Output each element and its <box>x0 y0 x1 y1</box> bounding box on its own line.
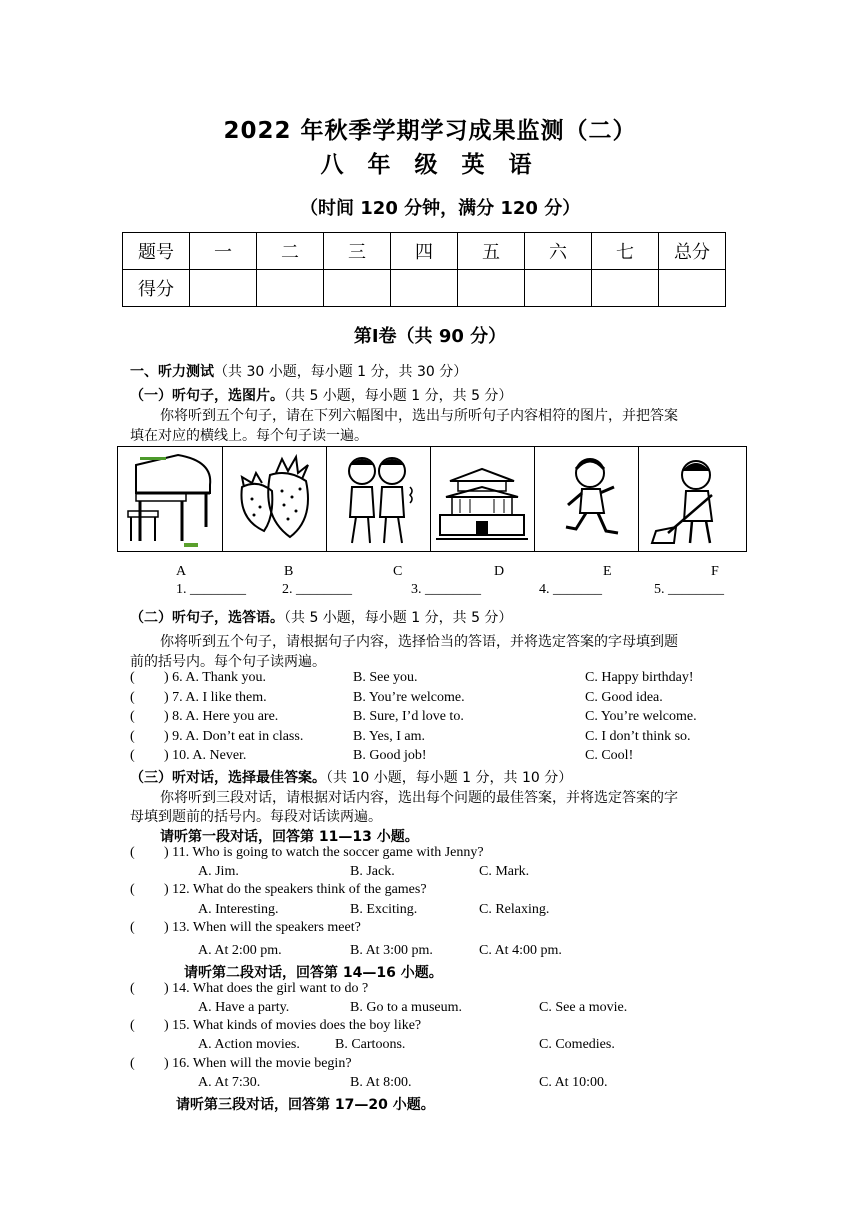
children-icon <box>326 447 431 551</box>
option-c: C. See a movie. <box>539 1000 628 1015</box>
option-c: C. At 4:00 pm. <box>479 943 562 958</box>
option-a: A. At 7:30. <box>198 1075 261 1090</box>
question-7: ) 7. A. I like them. <box>164 690 267 705</box>
score-blank-cell[interactable] <box>525 270 592 307</box>
dialog1-note: 请听第一段对话，回答第 11—13 小题。 <box>160 829 419 845</box>
score-cell: 题号 <box>123 233 190 270</box>
question-12: ) 12. What do the speakers think of the games? <box>164 882 427 897</box>
section1-heading: 一、听力测试（共 30 小题，每小题 1 分，共 30 分） <box>130 364 468 380</box>
score-table <box>122 232 726 307</box>
option-c: C. At 10:00. <box>539 1075 608 1090</box>
answer-paren[interactable]: ( <box>130 748 135 763</box>
question-6: ) 6. A. Thank you. <box>164 670 267 685</box>
option-a: A. Action movies. <box>198 1037 300 1052</box>
sub2-instruction: 你将听到五个句子，请根据句子内容，选择恰当的答语，并将选定答案的字母填到题 <box>160 634 678 650</box>
sub3-instruction-cont: 母填到题前的括号内。每段对话读两遍。 <box>130 809 382 825</box>
score-cell: 总分 <box>659 233 726 270</box>
dialog3-note: 请听第三段对话，回答第 17—20 小题。 <box>176 1097 435 1113</box>
question-13: ) 13. When will the speakers meet? <box>164 920 361 935</box>
answer-paren[interactable]: ( <box>130 1056 135 1071</box>
score-table-score-row <box>123 270 726 307</box>
option-a: A. Interesting. <box>198 902 279 917</box>
option-b: B. Sure, I’d love to. <box>353 709 464 724</box>
exam-subject: 八 年 级 英 语 <box>320 152 540 178</box>
option-a: A. Jim. <box>198 864 239 879</box>
score-blank-cell[interactable] <box>391 270 458 307</box>
question-10: ) 10. A. Never. <box>164 748 247 763</box>
strawberry-icon <box>222 447 327 551</box>
question-9: ) 9. A. Don’t eat in class. <box>164 729 304 744</box>
sub2-heading: （二）听句子，选答语。（共 5 小题，每小题 1 分，共 5 分） <box>130 610 513 626</box>
score-cell: 七 <box>592 233 659 270</box>
score-blank-cell[interactable] <box>458 270 525 307</box>
score-blank-cell[interactable] <box>659 270 726 307</box>
option-c: C. I don’t think so. <box>585 729 691 744</box>
sweeping-boy-icon <box>638 447 744 551</box>
score-cell: 一 <box>190 233 257 270</box>
picture-letter: D <box>494 564 505 579</box>
sub1-instruction-cont: 填在对应的横线上。每个句子读一遍。 <box>130 428 368 444</box>
answer-paren[interactable]: ( <box>130 670 135 685</box>
picture-letter: E <box>603 564 612 579</box>
option-b: B. Yes, I am. <box>353 729 425 744</box>
answer-paren[interactable]: ( <box>130 690 135 705</box>
option-b: B. At 8:00. <box>350 1075 412 1090</box>
option-b: B. Go to a museum. <box>350 1000 462 1015</box>
answer-paren[interactable]: ( <box>130 1018 135 1033</box>
sub2-instruction-cont: 前的括号内。每个句子读两遍。 <box>130 654 326 670</box>
picture-letter: B <box>284 564 294 579</box>
score-cell: 二 <box>257 233 324 270</box>
option-c: C. Good idea. <box>585 690 663 705</box>
answer-paren[interactable]: ( <box>130 729 135 744</box>
option-b: B. Jack. <box>350 864 395 879</box>
picture-letter: A <box>176 564 187 579</box>
answer-paren[interactable]: ( <box>130 882 135 897</box>
option-a: A. At 2:00 pm. <box>198 943 282 958</box>
option-c: C. Cool! <box>585 748 634 763</box>
tiananmen-icon <box>430 447 535 551</box>
time-note: （时间 120 分钟，满分 120 分） <box>300 198 581 219</box>
answer-paren[interactable]: ( <box>130 981 135 996</box>
sub1-heading: （一）听句子，选图片。（共 5 小题，每小题 1 分，共 5 分） <box>130 388 513 404</box>
answer-paren[interactable]: ( <box>130 845 135 860</box>
picture-row <box>117 446 747 552</box>
option-b: B. At 3:00 pm. <box>350 943 433 958</box>
option-c: C. Mark. <box>479 864 530 879</box>
picture-letter: C <box>393 564 403 579</box>
option-c: C. Relaxing. <box>479 902 550 917</box>
score-blank-cell[interactable] <box>324 270 391 307</box>
option-b: B. Good job! <box>353 748 427 763</box>
answer-blank-4[interactable]: 4. _______ <box>539 582 602 597</box>
score-blank-cell[interactable] <box>190 270 257 307</box>
exam-title: 2022 年秋季学期学习成果监测（二） <box>223 118 637 144</box>
score-cell: 六 <box>525 233 592 270</box>
answer-paren[interactable]: ( <box>130 920 135 935</box>
option-c: C. Happy birthday! <box>585 670 694 685</box>
option-b: B. Exciting. <box>350 902 418 917</box>
dialog2-note: 请听第二段对话，回答第 14—16 小题。 <box>184 965 443 981</box>
option-a: A. Have a party. <box>198 1000 290 1015</box>
score-table-header-row <box>123 233 726 270</box>
option-b: B. See you. <box>353 670 418 685</box>
answer-blank-2[interactable]: 2. ________ <box>282 582 352 597</box>
answer-blank-5[interactable]: 5. ________ <box>654 582 724 597</box>
score-cell: 四 <box>391 233 458 270</box>
answer-blank-3[interactable]: 3. ________ <box>411 582 481 597</box>
option-c: C. You’re welcome. <box>585 709 697 724</box>
running-boy-icon <box>534 447 639 551</box>
part-title: 第Ⅰ卷（共 90 分） <box>353 326 507 347</box>
answer-paren[interactable]: ( <box>130 709 135 724</box>
question-11: ) 11. Who is going to watch the soccer game with Jenny? <box>164 845 484 860</box>
score-blank-cell[interactable] <box>257 270 324 307</box>
sub3-heading: （三）听对话，选择最佳答案。（共 10 小题，每小题 1 分，共 10 分） <box>130 770 573 786</box>
picture-letter: F <box>711 564 719 579</box>
piano-icon <box>118 447 223 551</box>
answer-blank-1[interactable]: 1. ________ <box>176 582 246 597</box>
sub3-instruction: 你将听到三段对话，请根据对话内容，选出每个问题的最佳答案，并将选定答案的字 <box>160 790 678 806</box>
option-b: B. Cartoons. <box>335 1037 406 1052</box>
score-cell: 三 <box>324 233 391 270</box>
sub1-instruction: 你将听到五个句子，请在下列六幅图中，选出与所听句子内容相符的图片，并把答案 <box>160 408 678 424</box>
option-b: B. You’re welcome. <box>353 690 465 705</box>
option-c: C. Comedies. <box>539 1037 615 1052</box>
score-blank-cell[interactable] <box>592 270 659 307</box>
question-14: ) 14. What does the girl want to do ? <box>164 981 369 996</box>
question-16: ) 16. When will the movie begin? <box>164 1056 352 1071</box>
score-cell: 五 <box>458 233 525 270</box>
question-15: ) 15. What kinds of movies does the boy like? <box>164 1018 422 1033</box>
score-row-label: 得分 <box>123 270 190 307</box>
question-8: ) 8. A. Here you are. <box>164 709 279 724</box>
